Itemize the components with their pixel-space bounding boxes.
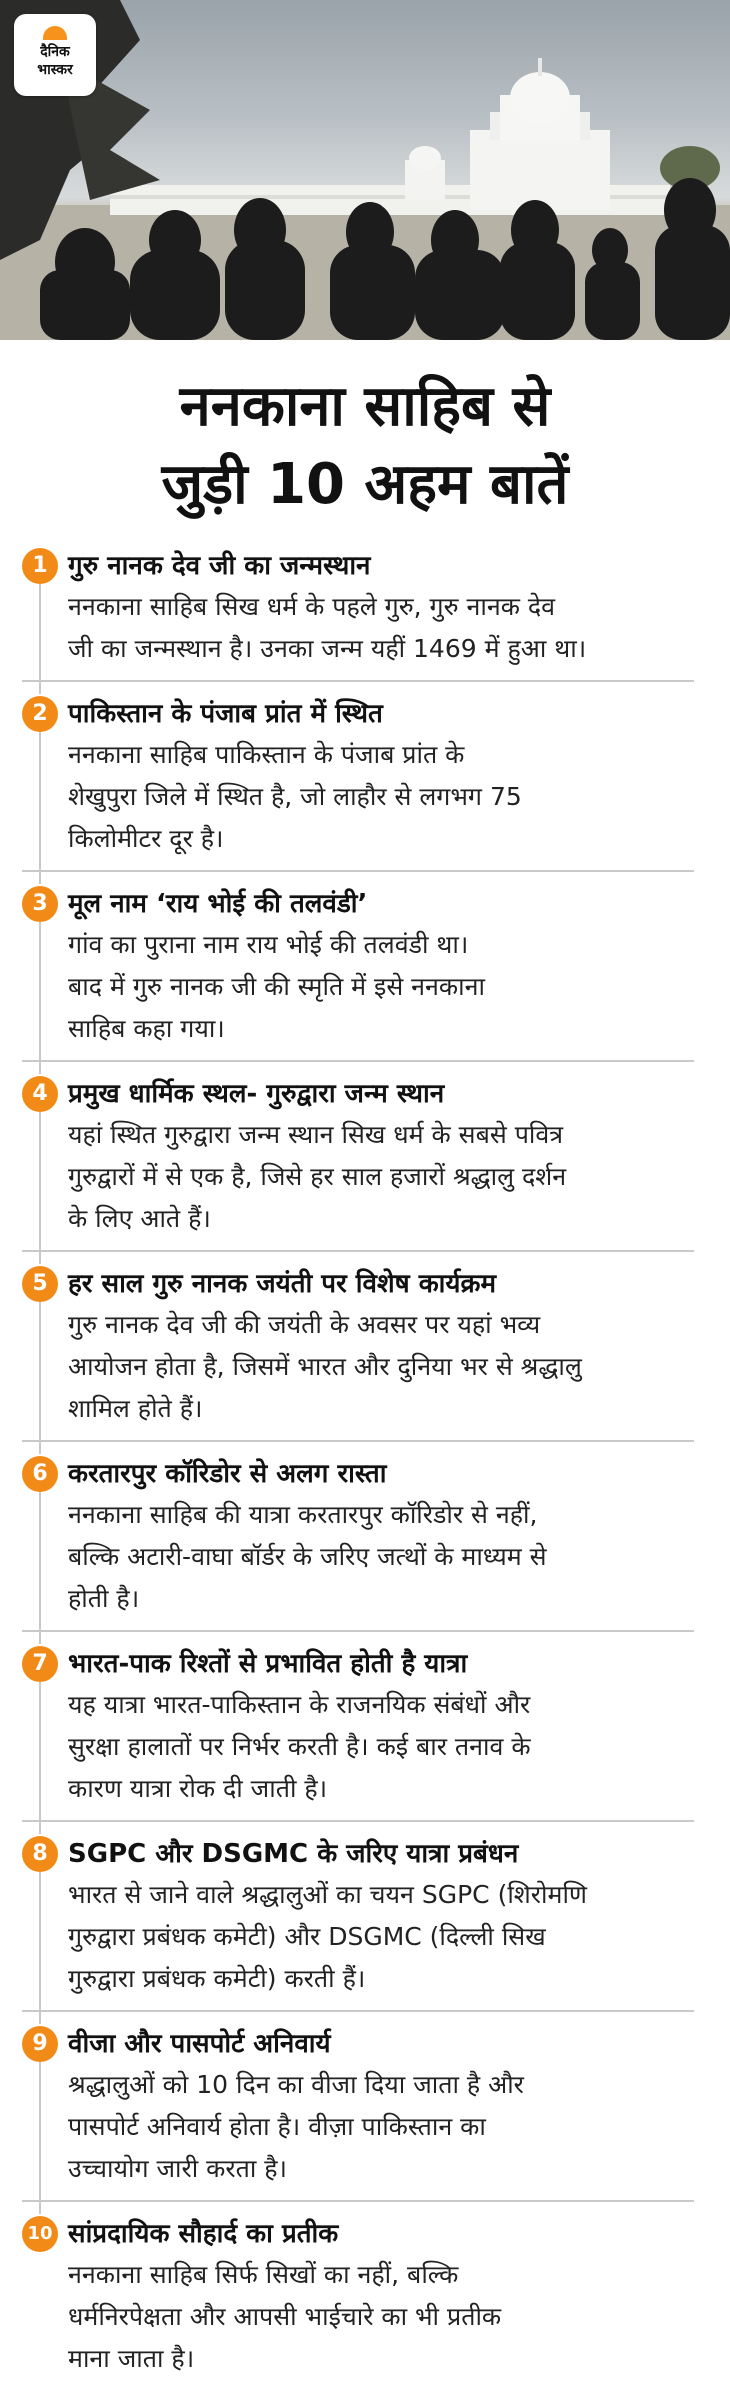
fact-heading: SGPC और DSGMC के जरिए यात्रा प्रबंधन [68, 1839, 519, 1869]
number-badge: 1 [22, 548, 58, 584]
fact-item-4 [22, 1074, 694, 1252]
fact-item-2 [22, 694, 694, 872]
fact-item-6 [22, 1454, 694, 1632]
fact-item-8 [22, 1834, 694, 2012]
gurdwara-photo [0, 0, 730, 340]
fact-text: भारत से जाने वाले श्रद्धालुओं का चयन SGPC (शिरोमणि गुरुद्वारा प्रबंधक कमेटी) और DSGMC (दिल्ली सिख गुरुद्वारा प्रबंधक कमेटी) करती हैं। [68, 1880, 588, 1993]
connector-line [39, 1872, 41, 2024]
fact-text: यहां स्थित गुरुद्वारा जन्म स्थान सिख धर्म के सबसे पवित्र गुरुद्वारों में से एक है, जिसे हर साल हजारों श्रद्धालु दर्शन के लिए आते हैं। [68, 1120, 567, 1233]
number-badge: 6 [22, 1456, 58, 1492]
number-badge: 8 [22, 1836, 58, 1872]
fact-text: ननकाना साहिब पाकिस्तान के पंजाब प्रांत के शेखुपुरा जिले में स्थित है, जो लाहौर से लगभग 75 किलोमीटर दूर है। [68, 740, 522, 853]
number-badge: 5 [22, 1266, 58, 1302]
connector-line [39, 1682, 41, 1834]
fact-heading: गुरु नानक देव जी का जन्मस्थान [68, 551, 371, 581]
title-line1: ननकाना साहिब से [179, 374, 551, 439]
sun-icon [43, 26, 67, 40]
connector-line [39, 1302, 41, 1454]
fact-text: यह यात्रा भारत-पाकिस्तान के राजनयिक संबंधों और सुरक्षा हालातों पर निर्भर करती है। कई बार तनाव के कारण यात्रा रोक दी जाती है। [68, 1690, 531, 1803]
connector-line [39, 922, 41, 1074]
title-line2: जुड़ी 10 अहम बातें [161, 452, 569, 517]
number-badge: 2 [22, 696, 58, 732]
facts-list [0, 546, 730, 2390]
fact-item-3 [22, 884, 694, 1062]
fact-heading: मूल नाम ‘राय भोई की तलवंडी’ [68, 889, 368, 919]
number-badge: 9 [22, 2026, 58, 2062]
fact-item-5 [22, 1264, 694, 1442]
number-badge: 4 [22, 1076, 58, 1112]
logo-line2: भास्कर [37, 62, 73, 78]
fact-heading: करतारपुर कॉरिडोर से अलग रास्ता [68, 1459, 387, 1489]
fact-heading: सांप्रदायिक सौहार्द का प्रतीक [68, 2219, 339, 2249]
fact-heading: वीजा और पासपोर्ट अनिवार्य [68, 2029, 331, 2059]
hero-photo [0, 0, 730, 340]
fact-item-7 [22, 1644, 694, 1822]
fact-text: गांव का पुराना नाम राय भोई की तलवंडी था। बाद में गुरु नानक जी की स्मृति में इसे ननकाना साहिब कहा गया। [68, 930, 485, 1043]
number-badge: 10 [22, 2216, 58, 2252]
fact-item-10 [22, 2214, 694, 2390]
dainik-bhaskar-logo [14, 14, 96, 96]
connector-line [39, 732, 41, 884]
fact-text: ननकाना साहिब की यात्रा करतारपुर कॉरिडोर से नहीं, बल्कि अटारी-वाघा बॉर्डर के जरिए जत्थों के माध्यम से होती है। [68, 1500, 547, 1613]
connector-line [39, 1492, 41, 1644]
fact-item-9 [22, 2024, 694, 2202]
fact-text: गुरु नानक देव जी की जयंती के अवसर पर यहां भव्य आयोजन होता है, जिसमें भारत और दुनिया भर से श्रद्धालु शामिल होते हैं। [68, 1310, 582, 1423]
logo-line1: दैनिक [40, 44, 70, 60]
fact-heading: हर साल गुरु नानक जयंती पर विशेष कार्यक्रम [68, 1269, 497, 1299]
fact-heading: पाकिस्तान के पंजाब प्रांत में स्थित [68, 699, 383, 729]
connector-line [39, 584, 41, 694]
fact-heading: भारत-पाक रिश्तों से प्रभावित होती है यात्रा [68, 1649, 468, 1679]
fact-text: ननकाना साहिब सिख धर्म के पहले गुरु, गुरु नानक देव जी का जन्मस्थान है। उनका जन्म यहीं 1469 में हुआ था। [68, 592, 587, 663]
connector-line [39, 1112, 41, 1264]
page-title [0, 368, 730, 524]
fact-heading: प्रमुख धार्मिक स्थल- गुरुद्वारा जन्म स्थान [68, 1079, 445, 1109]
number-badge: 3 [22, 886, 58, 922]
fact-text: श्रद्धालुओं को 10 दिन का वीजा दिया जाता है और पासपोर्ट अनिवार्य होता है। वीज़ा पाकिस्तान का उच्चायोग जारी करता है। [68, 2070, 524, 2183]
fact-text: ननकाना साहिब सिर्फ सिखों का नहीं, बल्कि धर्मनिरपेक्षता और आपसी भाईचारे का भी प्रतीक माना जाता है। [68, 2260, 502, 2373]
number-badge: 7 [22, 1646, 58, 1682]
fact-item-1 [22, 546, 694, 682]
connector-line [39, 2062, 41, 2214]
